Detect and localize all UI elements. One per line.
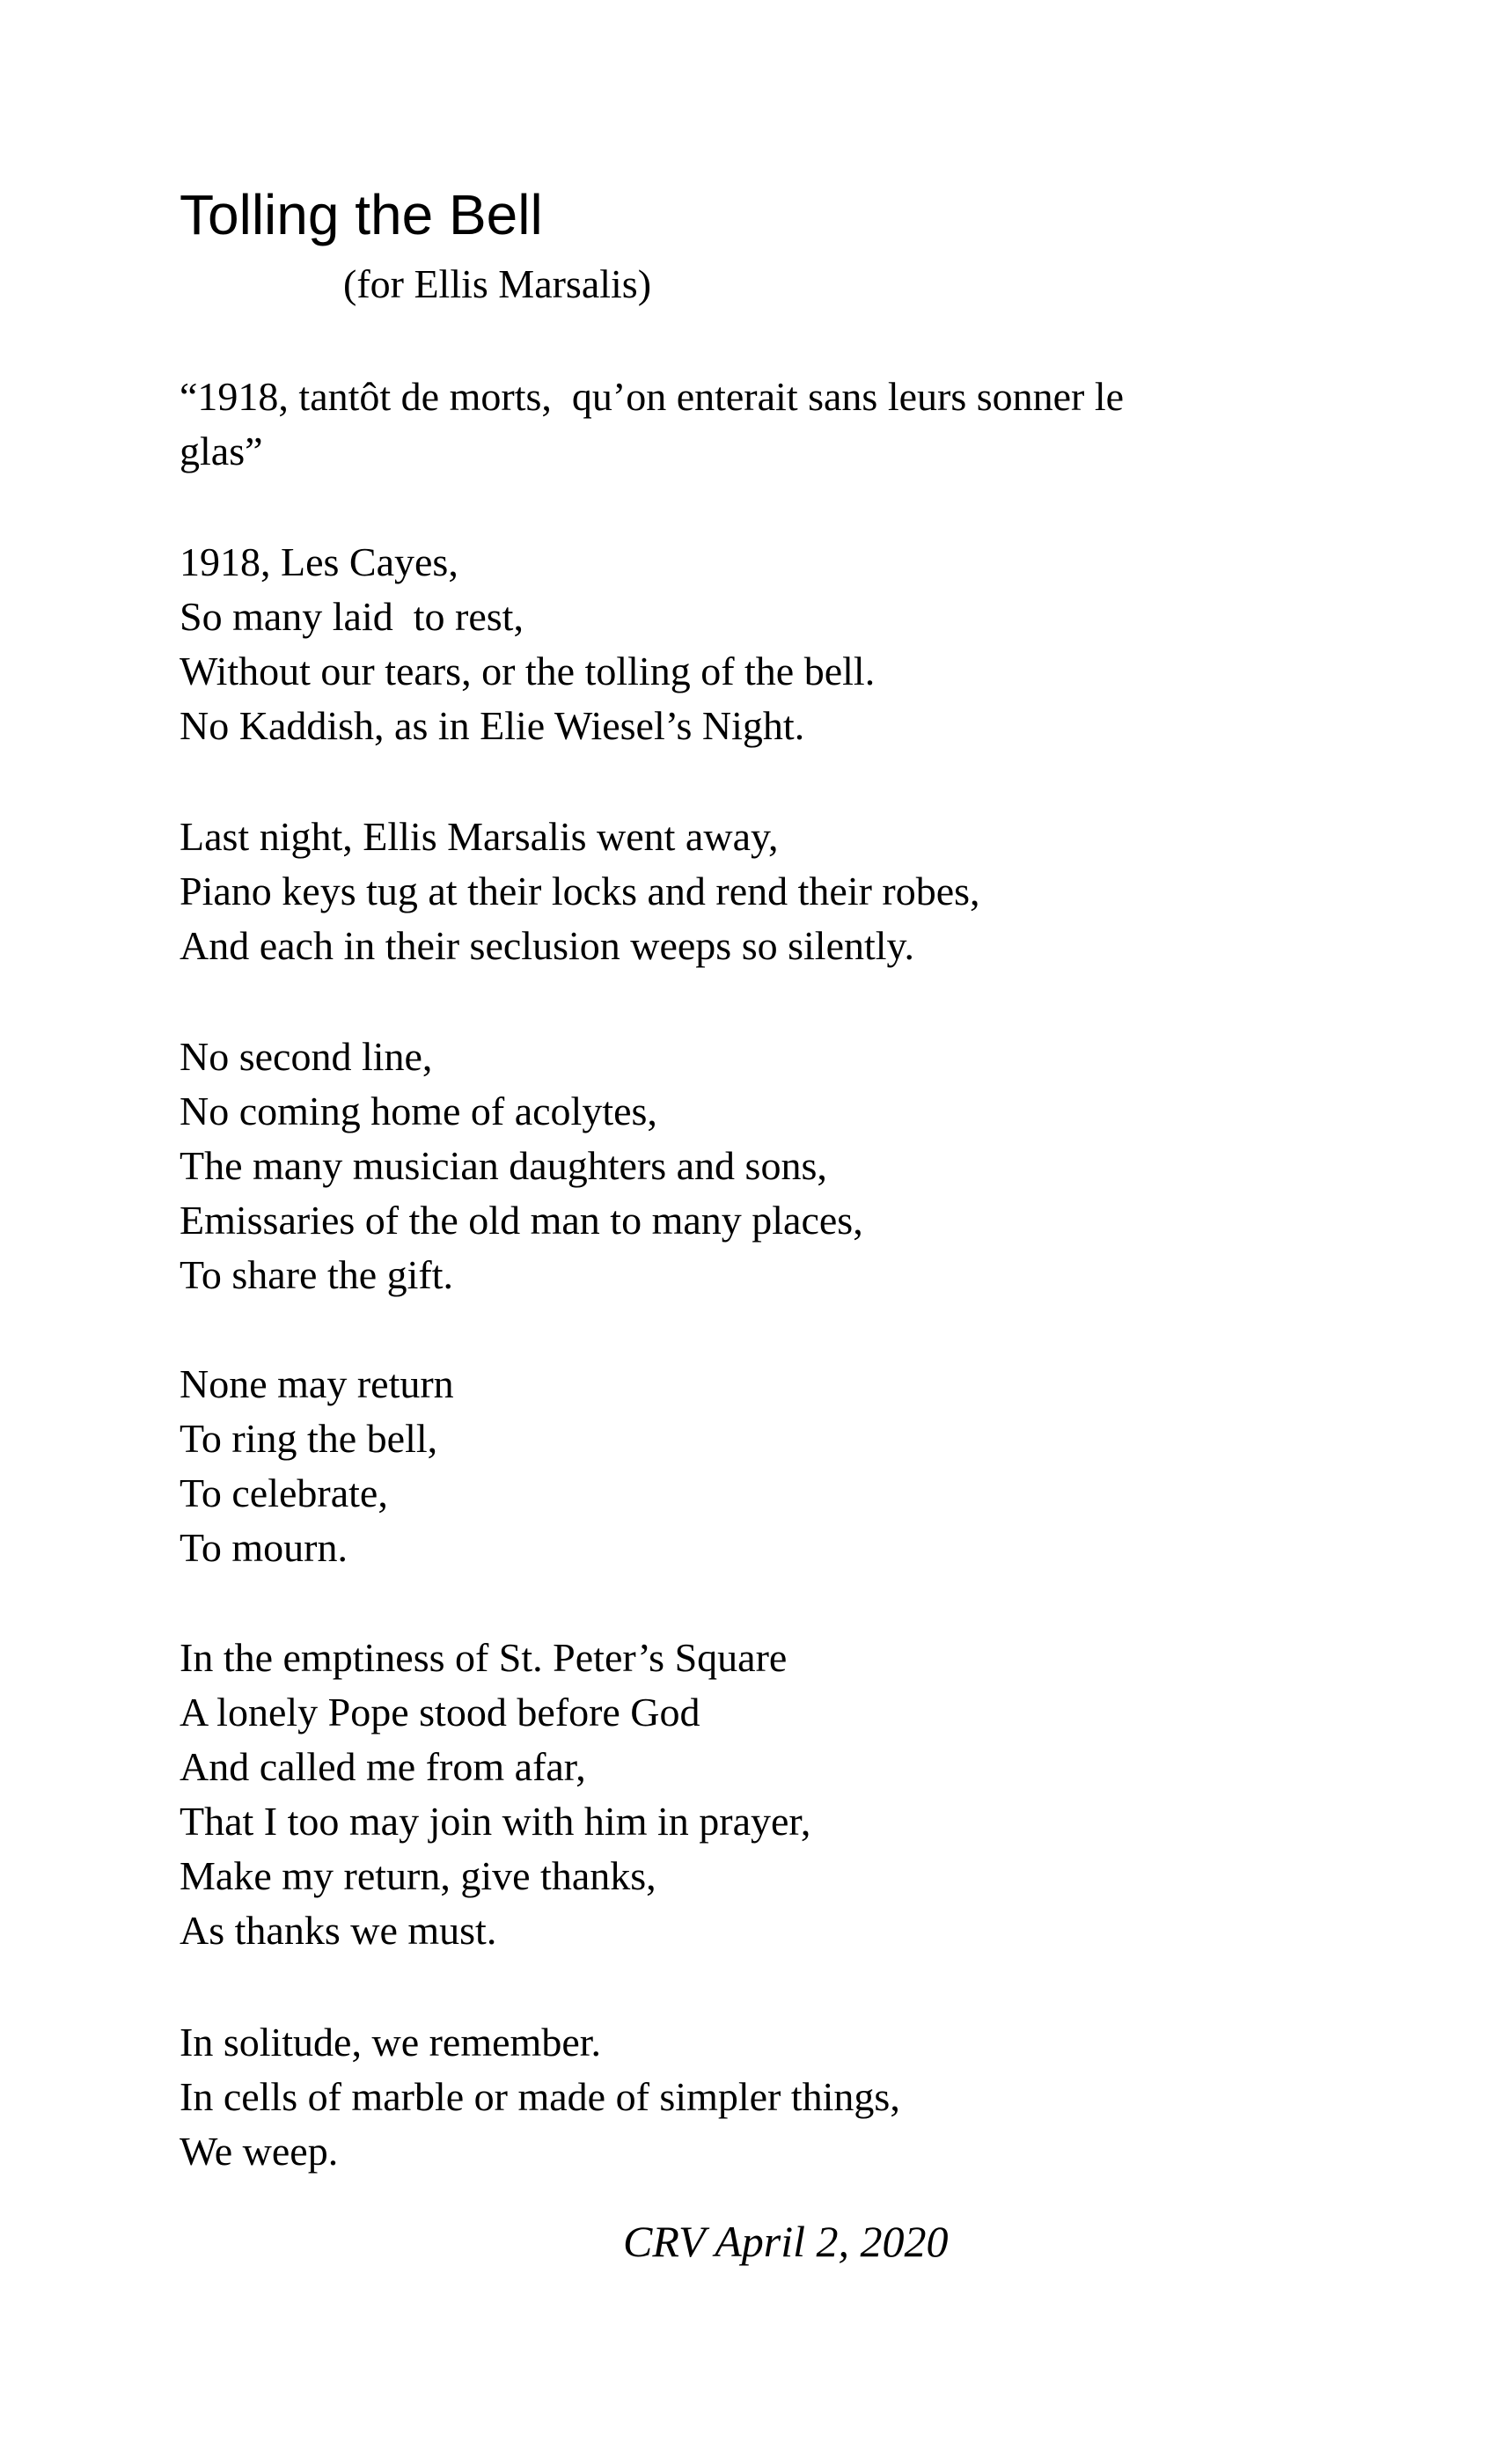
poem-line: Piano keys tug at their locks and rend their robes, bbox=[180, 869, 980, 913]
poem-line: As thanks we must. bbox=[180, 1908, 497, 1953]
stanza-4 bbox=[180, 1357, 1324, 1575]
epigraph bbox=[180, 370, 1324, 479]
poem-line: We weep. bbox=[180, 2129, 339, 2174]
poem-line: In cells of marble or made of simpler things, bbox=[180, 2074, 900, 2119]
stanza-2 bbox=[180, 810, 1324, 973]
poem-line: In the emptiness of St. Peter’s Square bbox=[180, 1635, 788, 1680]
poem-line: So many laid to rest, bbox=[180, 594, 524, 639]
poem-line: In solitude, we remember. bbox=[180, 2020, 602, 2064]
poem-line: Emissaries of the old man to many places, bbox=[180, 1198, 863, 1243]
poem-line: The many musician daughters and sons, bbox=[180, 1143, 827, 1188]
stanza-1 bbox=[180, 535, 1324, 753]
poem-signature: CRV April 2, 2020 bbox=[623, 2217, 949, 2266]
poem-line: To share the gift. bbox=[180, 1252, 454, 1297]
poem-line: To celebrate, bbox=[180, 1470, 388, 1515]
epigraph-line: “1918, tantôt de morts, qu’on enterait sans leurs sonner le bbox=[180, 374, 1125, 419]
poem-line: To ring the bell, bbox=[180, 1416, 438, 1461]
poem-line: No coming home of acolytes, bbox=[180, 1089, 657, 1133]
poem-line: None may return bbox=[180, 1361, 454, 1406]
poem-line: To mourn. bbox=[180, 1525, 348, 1570]
poem-line: Without our tears, or the tolling of the bell. bbox=[180, 649, 876, 693]
poem-line: No Kaddish, as in Elie Wiesel’s Night. bbox=[180, 703, 805, 748]
poem-line: No second line, bbox=[180, 1034, 433, 1079]
poem-line: Make my return, give thanks, bbox=[180, 1853, 656, 1898]
poem-line: A lonely Pope stood before God bbox=[180, 1690, 700, 1734]
stanza-3 bbox=[180, 1030, 1324, 1302]
poem-line: 1918, Les Cayes, bbox=[180, 539, 458, 584]
poem-line: And called me from afar, bbox=[180, 1744, 586, 1789]
poem-dedication: (for Ellis Marsalis) bbox=[343, 261, 652, 306]
stanza-6 bbox=[180, 2015, 1324, 2179]
stanza-5 bbox=[180, 1631, 1324, 1958]
epigraph-line: glas” bbox=[180, 429, 263, 473]
poem-line: That I too may join with him in prayer, bbox=[180, 1799, 811, 1844]
poem-title: Tolling the Bell bbox=[180, 183, 543, 246]
poem-line: And each in their seclusion weeps so silently. bbox=[180, 923, 915, 968]
poem-line: Last night, Ellis Marsalis went away, bbox=[180, 814, 779, 859]
